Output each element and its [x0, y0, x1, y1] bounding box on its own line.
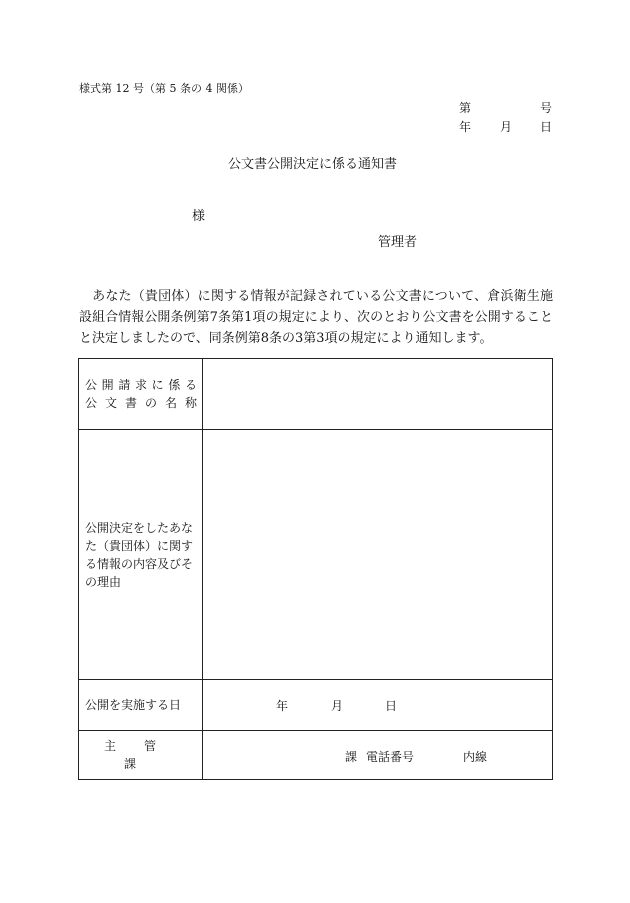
document-name-label — [79, 359, 203, 430]
document-title: 公文書公開決定に係る通知書 — [228, 157, 398, 172]
table-row — [79, 430, 553, 680]
disclosed-info-field[interactable] — [203, 430, 553, 680]
responsible-section-label: 主管課 — [79, 731, 203, 780]
table-row — [79, 680, 553, 731]
notification-body: あなた（貴団体）に関する情報が記録されている公文書について、倉浜衛生施設組合情報公開条例第7条第1項の規定により、次のとおり公文書を公開することと決定しましたので、同条例第8条の3第3項の規定により通知します。 — [79, 289, 553, 346]
implementation-day-label: 日 — [385, 699, 398, 713]
implementation-month-label: 月 — [331, 699, 344, 713]
document-name-label-line2: 公文書の名称 — [85, 396, 197, 410]
date-year-label: 年 — [459, 120, 472, 134]
date-day-label: 日 — [540, 120, 553, 134]
sender-title: 管理者 — [378, 235, 418, 250]
implementation-date-label: 公開を実施する日 — [79, 680, 203, 731]
phone-number-label: 電話番号 — [366, 750, 415, 764]
reference-number-suffix: 号 — [540, 101, 553, 115]
implementation-year-label: 年 — [276, 699, 289, 713]
form-number: 様式第 12 号（第 5 条の 4 関係） — [79, 82, 249, 95]
table-row — [79, 359, 553, 430]
recipient-honorific: 様 — [192, 209, 206, 224]
reference-number-prefix: 第 — [459, 101, 472, 115]
extension-label: 内線 — [463, 750, 488, 764]
table-row — [79, 731, 553, 780]
notification-table — [78, 358, 553, 780]
responsible-section-field[interactable] — [203, 731, 553, 780]
document-name-label-line1: 公開請求に係る — [85, 378, 197, 392]
date-month-label: 月 — [500, 120, 513, 134]
document-name-field[interactable] — [203, 359, 553, 430]
disclosed-info-label: 公開決定をしたあなた（貴団体）に関する情報の内容及びその理由 — [79, 430, 203, 680]
implementation-date-field[interactable] — [203, 680, 553, 731]
section-suffix-label: 課 — [345, 750, 358, 764]
